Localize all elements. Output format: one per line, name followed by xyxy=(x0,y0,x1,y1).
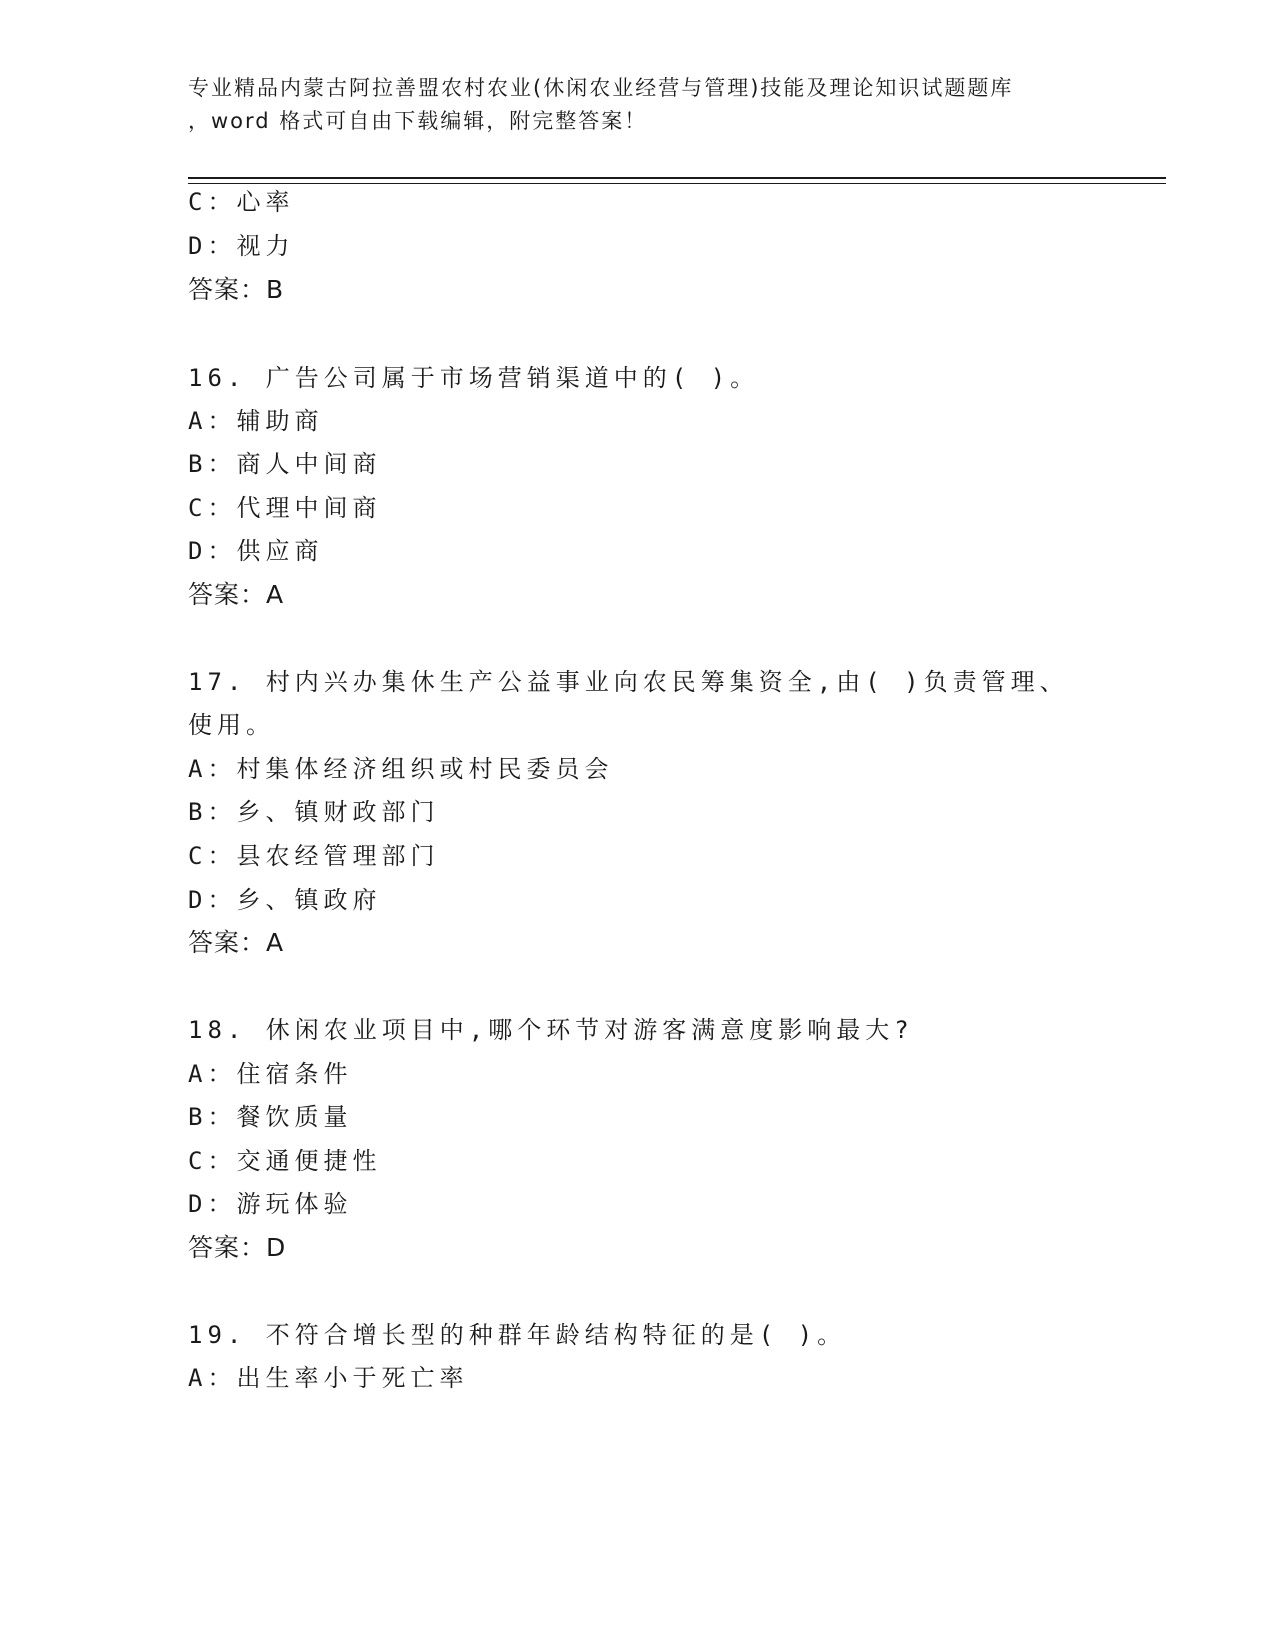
header-title-line-1: 专业精品内蒙古阿拉善盟农村农业(休闲农业经营与管理)技能及理论知识试题题库 xyxy=(188,76,1014,100)
option-d: D：供应商 xyxy=(188,537,324,565)
question-stem: 19. 不符合增长型的种群年龄结构特征的是( )。 xyxy=(188,1321,847,1349)
option-d: D：视力 xyxy=(188,232,295,260)
option-b: B：商人中间商 xyxy=(188,450,382,478)
answer: 答案：B xyxy=(188,275,285,304)
question-stem-continued: 使用。 xyxy=(188,711,275,739)
option-a: A：村集体经济组织或村民委员会 xyxy=(188,755,614,783)
question-stem: 17. 村内兴办集休生产公益事业向农民筹集资全,由( )负责管理、 xyxy=(188,668,1069,696)
answer: 答案：A xyxy=(188,928,285,957)
option-c: C：代理中间商 xyxy=(188,494,382,522)
answer: 答案：D xyxy=(188,1233,287,1262)
header-title-line-2: ，word 格式可自由下载编辑，附完整答案！ xyxy=(188,109,648,133)
option-b: B：乡、镇财政部门 xyxy=(188,798,440,826)
option-c: C：心率 xyxy=(188,188,295,216)
question-stem: 18. 休闲农业项目中,哪个环节对游客满意度影响最大? xyxy=(188,1016,914,1044)
option-a: A：出生率小于死亡率 xyxy=(188,1364,469,1392)
answer: 答案：A xyxy=(188,580,285,609)
question-stem: 16. 广告公司属于市场营销渠道中的( )。 xyxy=(188,364,760,392)
option-a: A：辅助商 xyxy=(188,407,324,435)
option-a: A：住宿条件 xyxy=(188,1060,353,1088)
option-c: C：交通便捷性 xyxy=(188,1147,382,1175)
header-divider-thin xyxy=(188,183,1166,184)
document-header xyxy=(188,72,1168,138)
option-b: B：餐饮质量 xyxy=(188,1103,353,1131)
option-d: D：乡、镇政府 xyxy=(188,886,382,914)
option-d: D：游玩体验 xyxy=(188,1190,353,1218)
header-divider-thick xyxy=(188,177,1166,179)
option-c: C：县农经管理部门 xyxy=(188,842,440,870)
